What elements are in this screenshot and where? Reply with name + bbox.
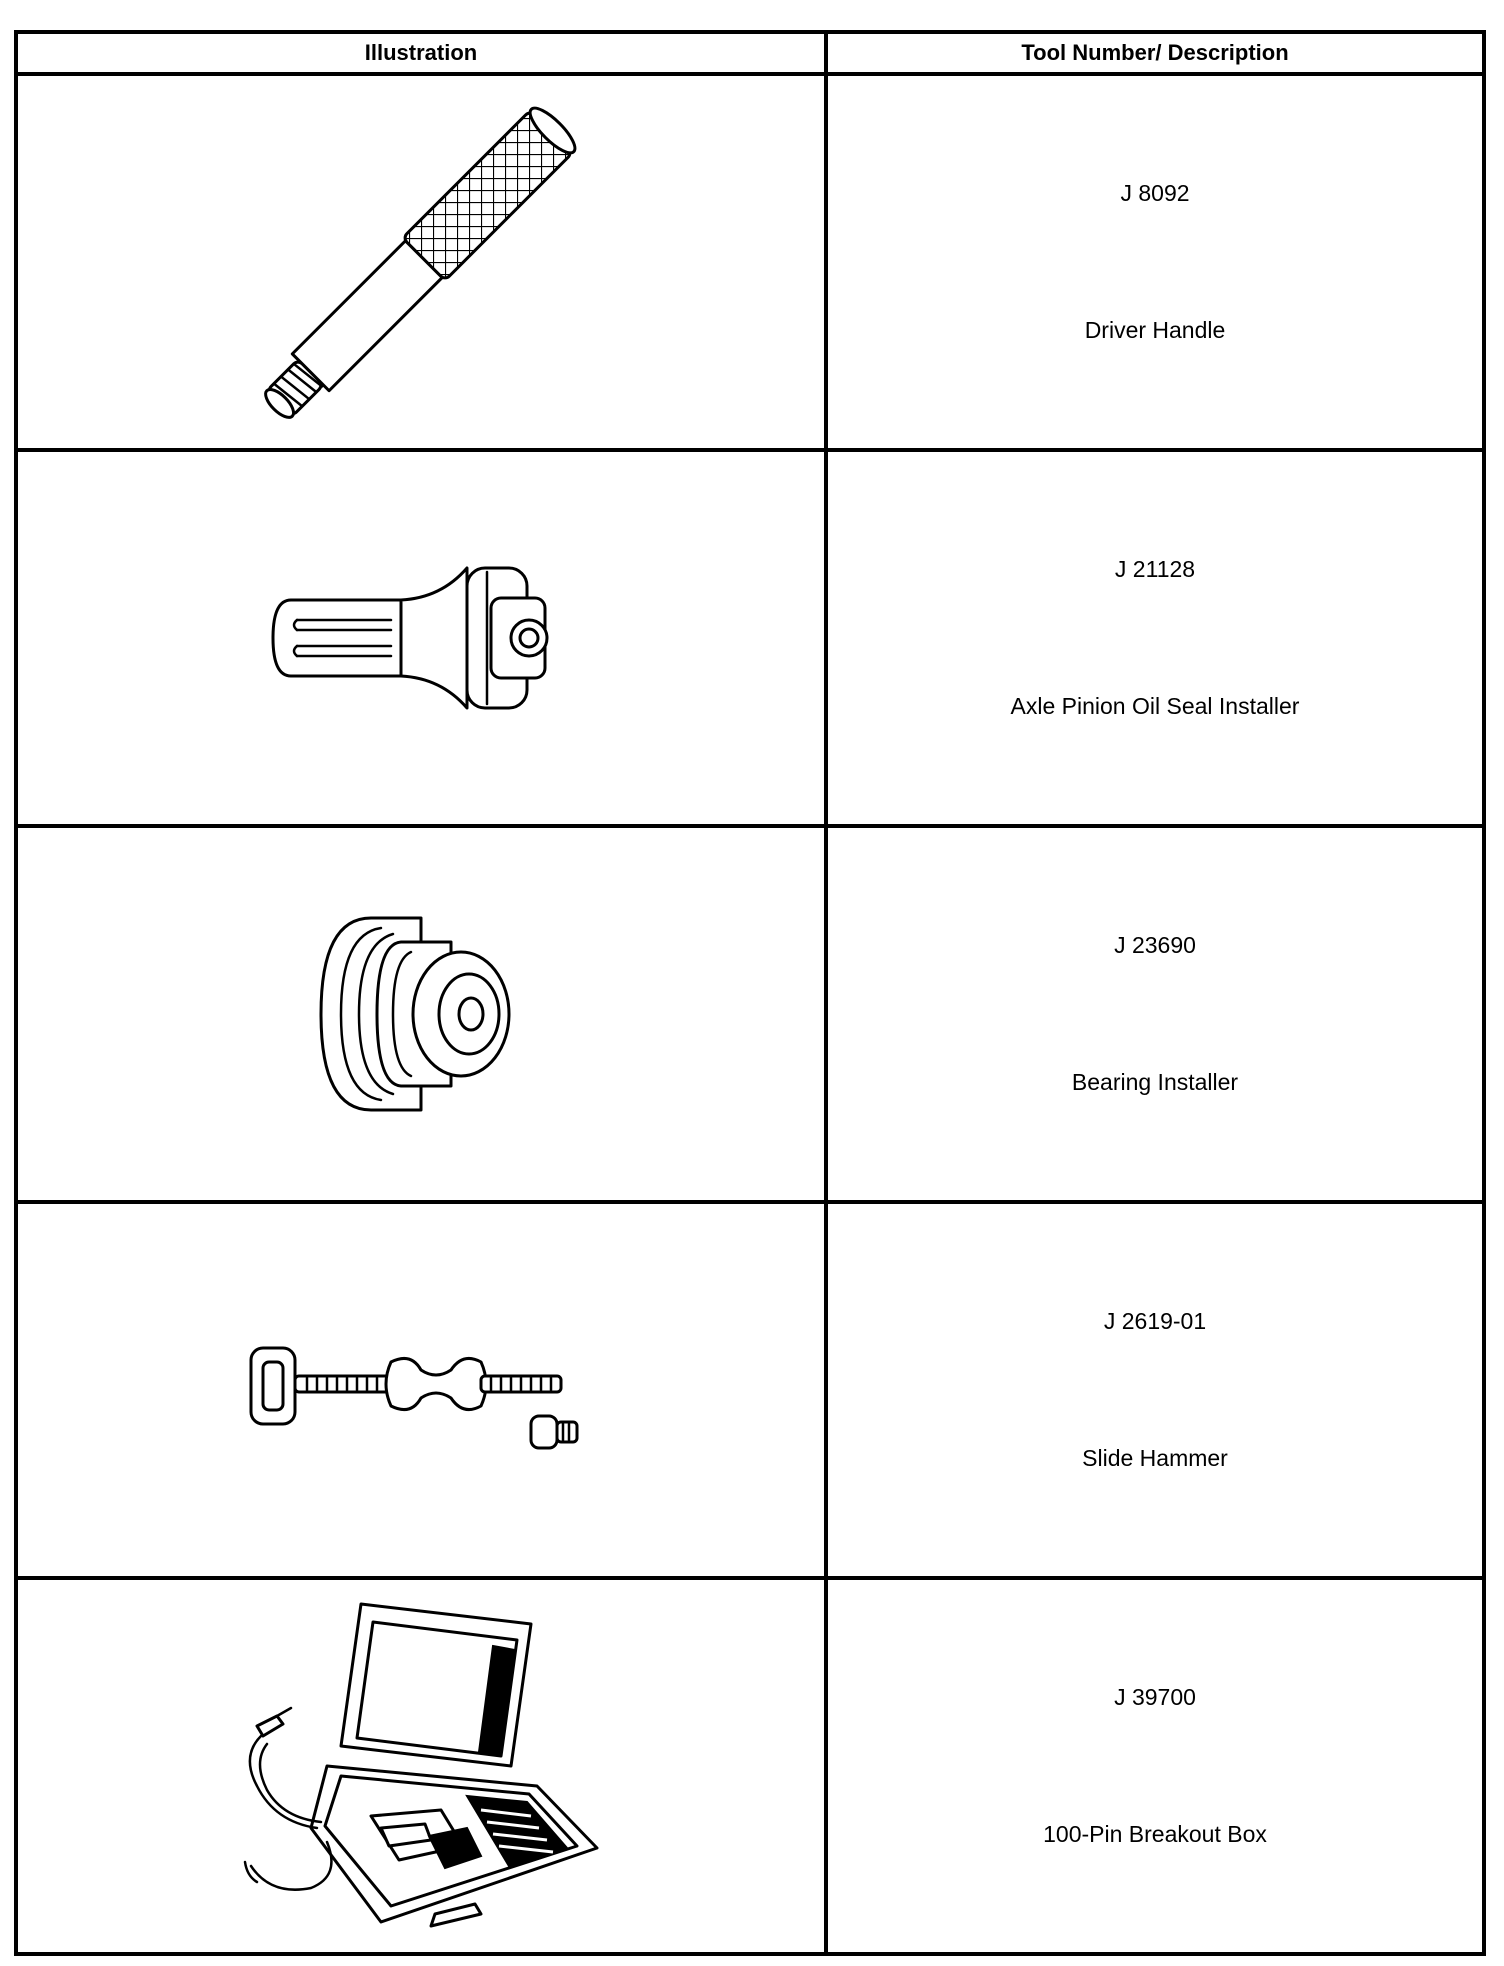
tool-description: Slide Hammer xyxy=(1082,1445,1228,1471)
description-cell xyxy=(826,74,1484,450)
tool-number: J 21128 xyxy=(1114,556,1196,582)
tool-table xyxy=(14,30,1486,1956)
slide-hammer-icon xyxy=(241,1310,601,1470)
header-illustration: Illustration xyxy=(16,32,826,74)
breakout-box-icon xyxy=(231,1596,611,1936)
bearing-installer-icon xyxy=(301,904,541,1124)
illustration-cell xyxy=(16,826,826,1202)
tool-number: J 23690 xyxy=(1114,932,1196,958)
description-cell xyxy=(826,1578,1484,1954)
header-row xyxy=(16,32,1484,74)
tool-description: Bearing Installer xyxy=(1071,1069,1239,1095)
table-row xyxy=(16,450,1484,826)
tool-description: 100-Pin Breakout Box xyxy=(1043,1821,1267,1847)
header-tool-description: Tool Number/ Description xyxy=(826,32,1484,74)
description-cell xyxy=(826,450,1484,826)
description-cell xyxy=(826,1202,1484,1578)
seal-installer-icon xyxy=(251,538,591,738)
tool-description: Axle Pinion Oil Seal Installer xyxy=(1010,693,1300,719)
table-row xyxy=(16,1578,1484,1954)
illustration-cell xyxy=(16,1578,826,1954)
table-row xyxy=(16,826,1484,1202)
tool-number: J 8092 xyxy=(1120,180,1190,206)
illustration-cell xyxy=(16,74,826,450)
tool-number: J 39700 xyxy=(1114,1684,1196,1710)
tool-number: J 2619-01 xyxy=(1103,1308,1207,1334)
table-row xyxy=(16,74,1484,450)
illustration-cell xyxy=(16,450,826,826)
description-cell xyxy=(826,826,1484,1202)
driver-handle-icon xyxy=(251,102,591,422)
table-row xyxy=(16,1202,1484,1578)
tool-description: Driver Handle xyxy=(1084,317,1226,343)
illustration-cell xyxy=(16,1202,826,1578)
